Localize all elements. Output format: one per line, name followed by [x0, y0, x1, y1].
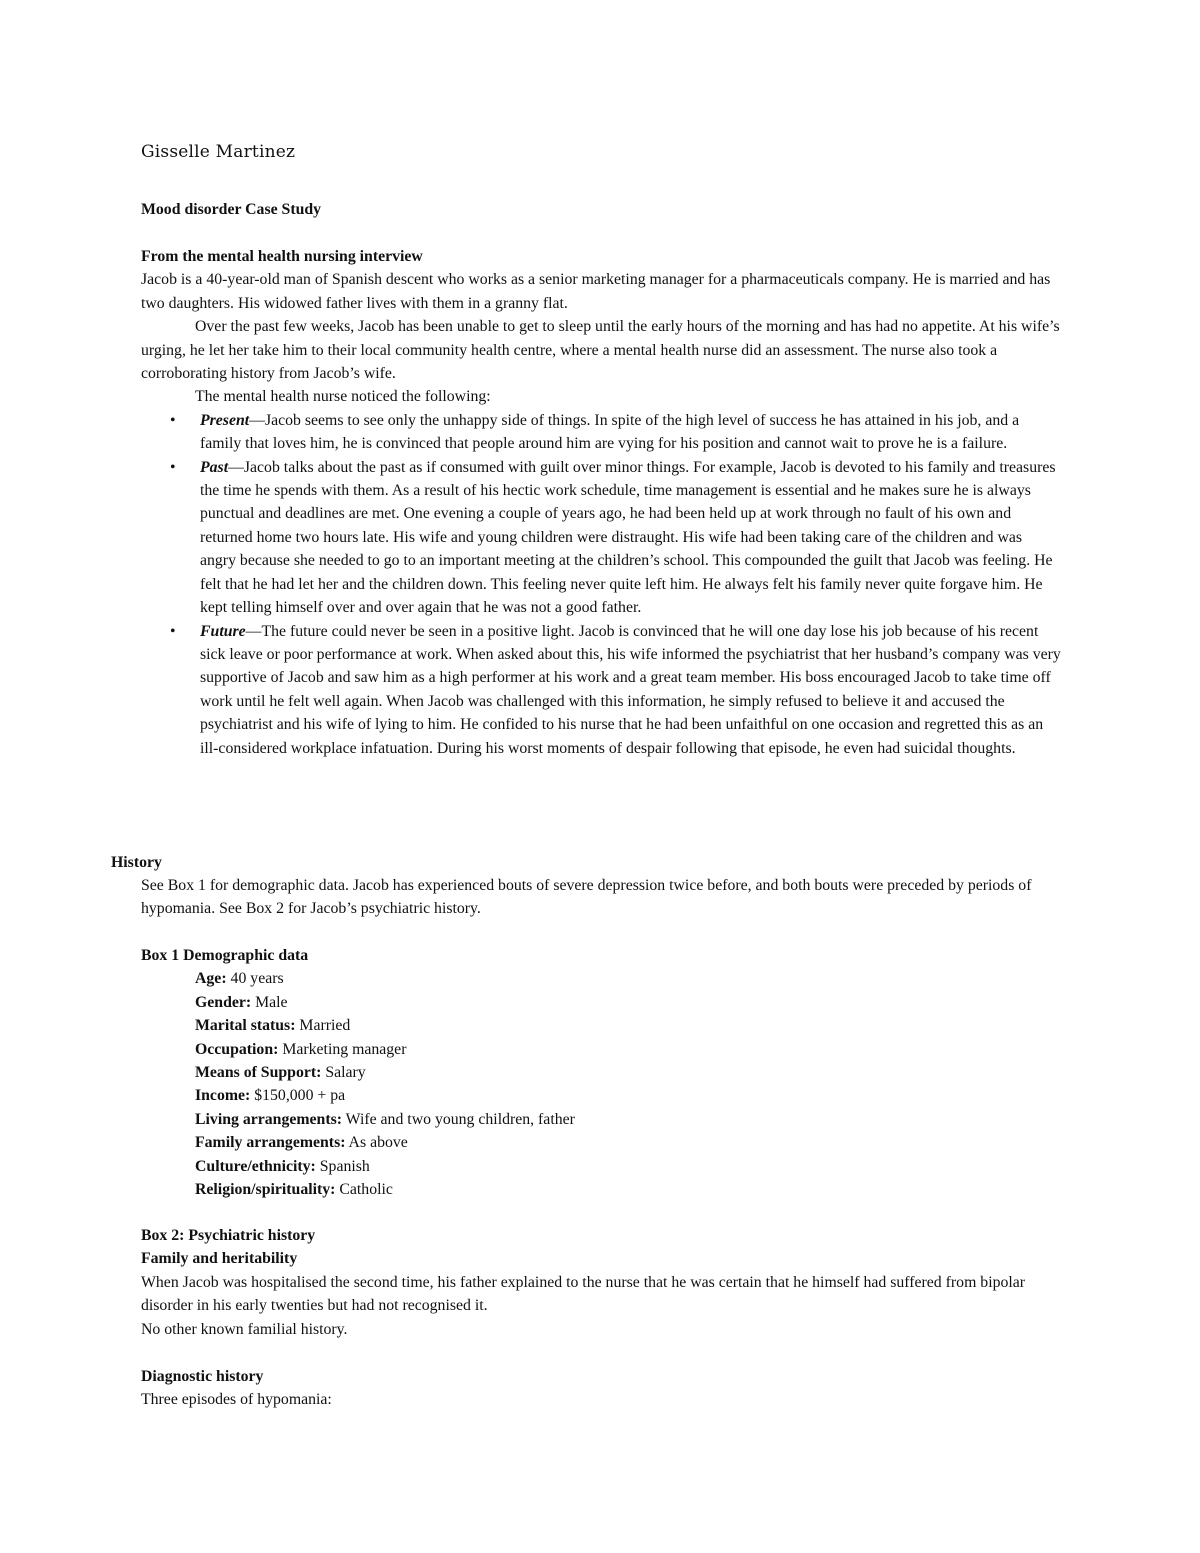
- history-heading: History: [111, 854, 162, 871]
- demo-row-culture: [141, 1155, 841, 1178]
- demo-value: Wife and two young children, father: [342, 1110, 575, 1128]
- observation-present: [141, 409, 1061, 456]
- box2-psychiatric-history: [141, 1224, 1056, 1341]
- bullet-icon: •: [170, 411, 176, 429]
- demo-value: $150,000 + pa: [250, 1087, 346, 1105]
- family-heritability-text-2: No other known familial history.: [141, 1320, 348, 1338]
- diagnostic-history-text: Three episodes of hypomania:: [141, 1391, 332, 1409]
- demo-row-gender: [141, 991, 841, 1014]
- demo-row-religion: [141, 1178, 841, 1201]
- demo-label: Occupation:: [195, 1040, 279, 1058]
- observation-text: —The future could never be seen in a positive light. Jacob is convinced that he will one day lose his job because of his recent sick leave or poor performance at work. When asked about this, his wife informed the psychiatrist that her husband’s company was very supportive of Jacob and saw him as a high performer at his work and a great team member. His boss encouraged Jacob to take time off work until he felt well again. When Jacob was challenged with this information, he simply refused to believe it and accused the psychiatrist and his wife of lying to him. He confided to his nurse that he had been unfaithful on one occasion and regretted this as an ill-considered workplace infatuation. During his worst moments of despair following that episode, he even had suicidal thoughts.: [200, 622, 1061, 757]
- demo-row-age: [141, 967, 841, 990]
- observation-text: —Jacob talks about the past as if consumed with guilt over minor things. For example, Jacob is devoted to his family and treasures the time he spends with them. As a result of his hectic work schedule, time management is essential and he makes sure he is always punctual and deadlines are met. One evening a couple of years ago, he had been held up at work through no fault of his own and returned home two hours late. His wife and young children were distraught. His wife had been taking care of the children and was angry because she needed to go to an important meeting at the children’s school. This compounded the guilt that Jacob was feeling. He felt that he had let her and the children down. This feeling never quite left him. He always felt his family never quite forgave him. He kept telling himself over and over again that he was not a good father.: [200, 458, 1056, 617]
- observation-label: Present: [200, 411, 250, 429]
- family-heritability-text: When Jacob was hospitalised the second time, his father explained to the nurse that he was certain that he himself had suffered from bipolar disorder in his early twenties but had not recognised it.: [141, 1273, 1026, 1315]
- demo-value: Spanish: [315, 1157, 370, 1175]
- demo-value: Male: [251, 993, 288, 1011]
- demo-value: 40 years: [226, 970, 284, 988]
- demo-row-means-of-support: [141, 1061, 841, 1084]
- history-text: See Box 1 for demographic data. Jacob has experienced bouts of severe depression twice before, and both bouts were preceded by periods of hypomania. See Box 2 for Jacob’s psychiatric history.: [141, 877, 1032, 918]
- demo-value: Married: [295, 1017, 351, 1035]
- document-title: Mood disorder Case Study: [141, 201, 322, 218]
- demo-row-income: [141, 1084, 841, 1107]
- demo-value: Catholic: [335, 1181, 393, 1199]
- bullet-icon: •: [170, 622, 176, 640]
- demo-row-marital-status: [141, 1014, 841, 1037]
- box1-demographics: [141, 944, 841, 1201]
- demo-value: Marketing manager: [278, 1040, 407, 1058]
- bullet-icon: •: [170, 458, 176, 476]
- demo-label: Culture/ethnicity:: [195, 1157, 316, 1175]
- observation-label: Past: [200, 458, 229, 476]
- observation-list: [141, 409, 1061, 760]
- demo-label: Income:: [195, 1087, 251, 1105]
- demo-row-family-arrangements: [141, 1131, 841, 1154]
- demo-row-occupation: [141, 1038, 841, 1061]
- box1-heading: Box 1 Demographic data: [141, 947, 309, 964]
- demo-value: Salary: [321, 1064, 366, 1082]
- demo-label: Age:: [195, 970, 227, 988]
- interview-paragraph-1: Jacob is a 40-year-old man of Spanish descent who works as a senior marketing manager for a pharmaceuticals company. He is married and has two daughters. His widowed father lives with them in a granny flat.: [141, 271, 1051, 312]
- author-name: Gisselle Martinez: [141, 142, 296, 162]
- box2-heading: Box 2: Psychiatric history: [141, 1227, 316, 1244]
- interview-section: [141, 245, 1061, 760]
- interview-paragraph-2: Over the past few weeks, Jacob has been unable to get to sleep until the early hours of the morning and has had no appetite. At his wife’s urging, he let her take him to their local community health centre, where a mental health nurse did an assessment. The nurse also took a corroborating history from Jacob’s wife.: [141, 318, 1060, 383]
- demo-label: Means of Support:: [195, 1064, 322, 1082]
- observation-future: [141, 620, 1061, 760]
- demo-label: Gender:: [195, 993, 252, 1011]
- observation-text: —Jacob seems to see only the unhappy side of things. In spite of the high level of success he has attained in his job, and a family that loves him, he is convinced that people around him are vying for his position and cannot wait to prove he is a failure.: [200, 411, 1020, 453]
- demo-label: Family arrangements:: [195, 1134, 346, 1152]
- observation-label: Future: [200, 622, 246, 640]
- family-heritability-heading: Family and heritability: [141, 1250, 298, 1268]
- interview-heading: From the mental health nursing interview: [141, 248, 423, 265]
- interview-paragraph-3: The mental health nurse noticed the following:: [195, 388, 491, 406]
- diagnostic-history: [141, 1365, 841, 1412]
- demo-label: Marital status:: [195, 1017, 296, 1035]
- demo-label: Living arrangements:: [195, 1110, 342, 1128]
- demo-label: Religion/spirituality:: [195, 1181, 336, 1199]
- observation-past: [141, 456, 1061, 620]
- demo-row-living-arrangements: [141, 1108, 841, 1131]
- diagnostic-history-heading: Diagnostic history: [141, 1368, 264, 1385]
- demo-value: As above: [345, 1134, 408, 1152]
